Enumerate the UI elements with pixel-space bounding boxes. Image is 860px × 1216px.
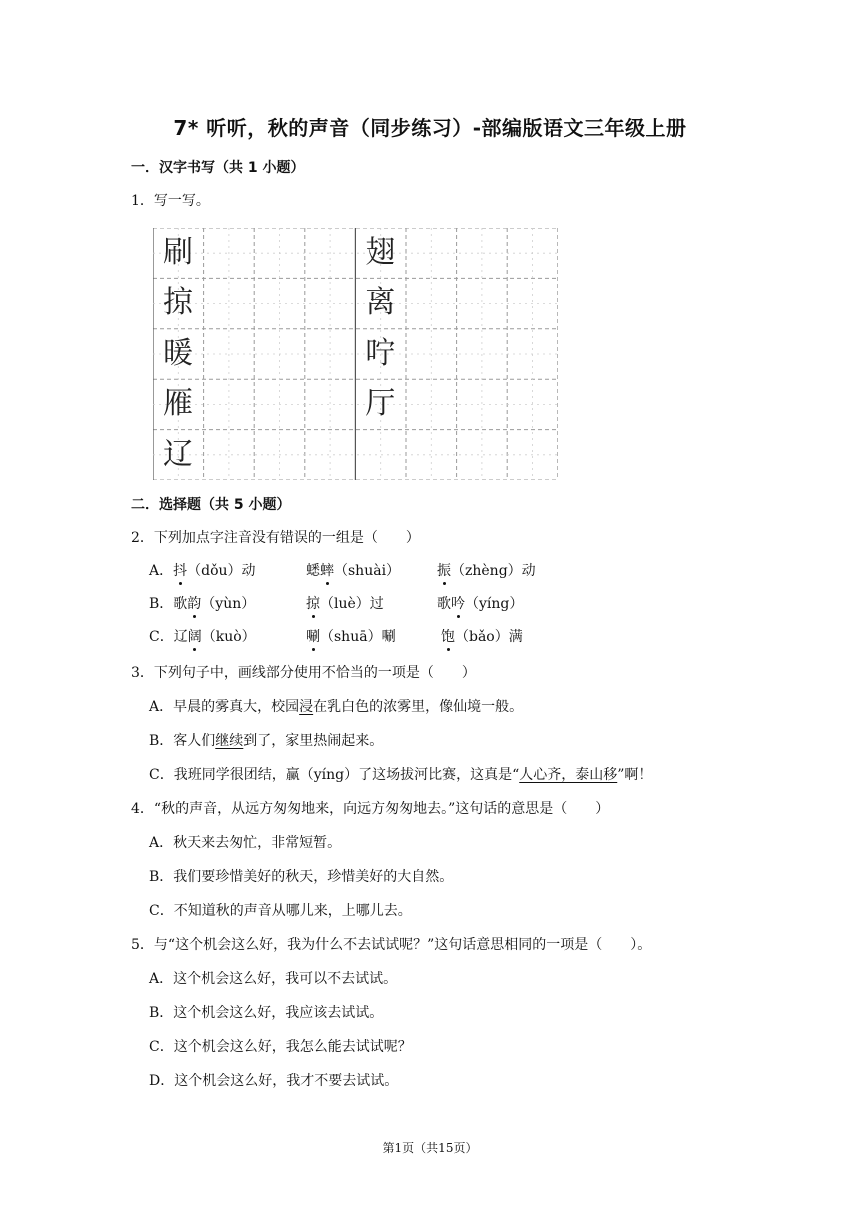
dotted-char: 吟 [451,596,465,612]
underlined-text: 浸 [299,699,314,715]
q5-option-b[interactable]: B．这个机会这么好，我应该去试试。 [149,1005,384,1021]
page-footer: 第1页（共15页） [382,1141,478,1155]
q2-option-c-item3: 饱（bǎo）满 [441,629,523,645]
dotted-char: 蟀 [320,563,334,579]
q4-stem: 4．“秋的声音，从远方匆匆地来，向远方匆匆地去。”这句话的意思是（ ） [131,801,610,817]
q3-stem: 3．下列句子中，画线部分使用不恰当的一项是（ ） [131,665,476,681]
dotted-char: 抖 [173,563,188,579]
q5-option-c[interactable]: C．这个机会这么好，我怎么能去试试呢？ [149,1039,412,1055]
q2-option-a-item3: 振（zhèng）动 [437,563,536,579]
q4-option-a[interactable]: A．秋天来去匆忙，非常短暂。 [149,835,342,851]
q2-option-c-item2: 唰（shuā）唰 [306,629,396,645]
q2-option-c[interactable]: C．辽阔（kuò） [149,629,256,645]
q2-stem: 2．下列加点字注音没有错误的一组是（ ） [131,530,420,546]
q5-option-d[interactable]: D．这个机会这么好，我才不要去试试。 [149,1073,399,1089]
dotted-char: 振 [437,563,451,579]
dotted-char: 阔 [187,629,202,645]
model-character: 咛 [365,335,396,371]
q2-option-b-item2: 掠（luè）过 [306,596,384,612]
dotted-char: 韵 [187,596,202,612]
document-title: 7* 听听，秋的声音（同步练习）-部编版语文三年级上册 [173,116,687,140]
model-character: 暖 [163,335,193,371]
q3-option-b[interactable]: B．客人们继续到了，家里热闹起来。 [149,733,384,749]
q2-option-b[interactable]: B．歌韵（yùn） [149,596,256,612]
model-character: 雁 [163,386,193,422]
dotted-char: 唰 [306,629,320,645]
underlined-text: 人心齐，泰山移 [519,767,618,783]
q2-option-a-item2: 蟋蟀（shuài） [306,563,401,579]
option-label: A． [149,563,174,579]
dotted-char: 饱 [441,629,455,645]
section1-heading: 一．汉字书写（共 1 小题） [131,160,305,176]
q3-option-a[interactable]: A．早晨的雾真大，校园浸在乳白色的浓雾里，像仙境一般。 [149,699,524,715]
q1-stem: 1．写一写。 [131,193,210,209]
q4-option-b[interactable]: B．我们要珍惜美好的秋天，珍惜美好的大自然。 [149,869,454,885]
q3-option-c[interactable]: C．我班同学很团结，赢（yíng）了这场拔河比赛，这真是“人心齐，泰山移”啊！ [149,767,653,783]
underlined-text: 继续 [215,733,244,749]
dotted-char: 掠 [306,596,320,612]
q4-option-c[interactable]: C．不知道秋的声音从哪儿来，上哪儿去。 [149,903,412,919]
model-character: 厅 [365,386,396,422]
q2-option-a[interactable] [149,561,256,581]
option-text: （dǒu）动 [187,563,256,579]
model-character: 辽 [163,436,193,472]
q5-option-a[interactable]: A．这个机会这么好，我可以不去试试。 [149,971,398,987]
model-character: 翅 [365,235,396,270]
model-character: 离 [365,285,396,321]
model-character: 刷 [163,235,193,270]
q2-option-b-item3: 歌吟（yíng） [437,596,524,612]
model-character: 掠 [163,285,193,321]
q5-stem: 5．与“这个机会这么好，我为什么不去试试呢？”这句话意思相同的一项是（ ）。 [131,937,652,953]
writing-grid [153,228,558,480]
section2-heading: 二．选择题（共 5 小题） [131,497,291,513]
